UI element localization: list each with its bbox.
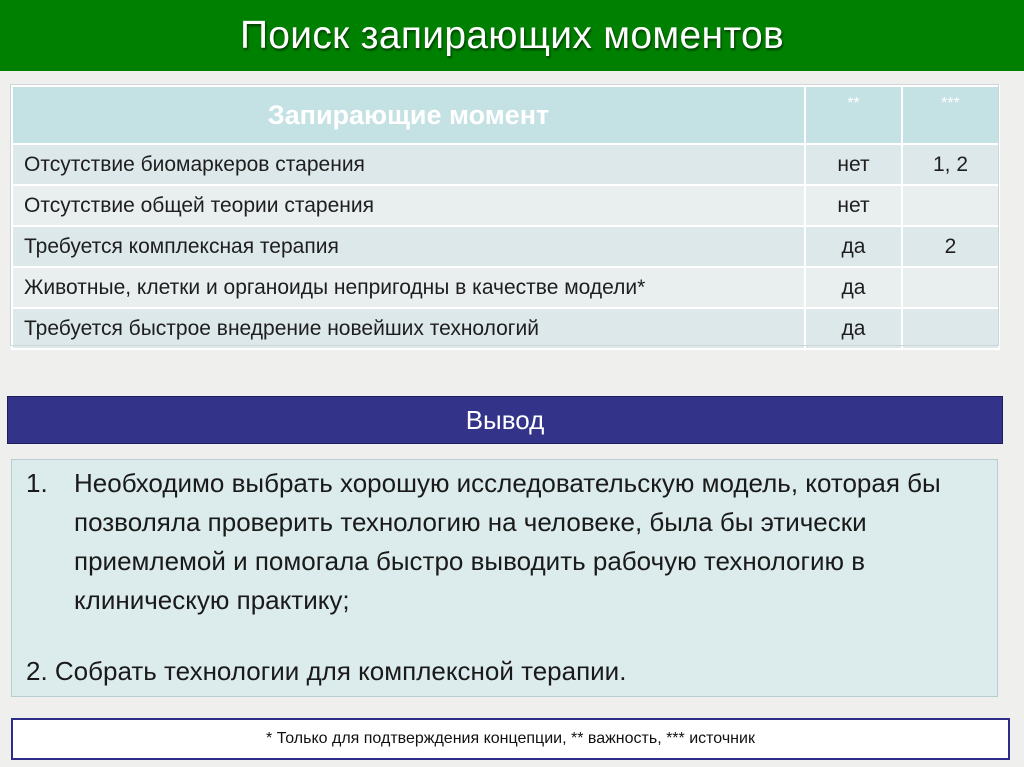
- table-cell-barrier: Отсутствие биомаркеров старения: [12, 144, 805, 185]
- table-cell-importance: да: [805, 267, 902, 308]
- conclusion-header: [7, 396, 1003, 444]
- table-cell-barrier: Животные, клетки и органоиды непригодны в качестве модели*: [12, 267, 805, 308]
- footnote-text: * Только для подтверждения концепции, ** важность, *** источник: [266, 730, 755, 747]
- barriers-table: [11, 85, 1000, 350]
- table-cell-source: [902, 185, 999, 226]
- conclusion-box: [11, 459, 998, 697]
- conclusion-title: Вывод: [465, 404, 545, 435]
- table-cell-importance: нет: [805, 144, 902, 185]
- table-row: [12, 308, 999, 349]
- table-cell-source: 1, 2: [902, 144, 999, 185]
- table-cell-barrier: Требуется комплексная терапия: [12, 226, 805, 267]
- title-bar: [0, 0, 1024, 71]
- table-cell-importance: да: [805, 308, 902, 349]
- conclusion-item-1-number: 1.: [26, 468, 48, 498]
- table-cell-source: 2: [902, 226, 999, 267]
- table-row: [12, 185, 999, 226]
- footnote: [11, 718, 1010, 760]
- table-cell-source: [902, 308, 999, 349]
- table-header-row: [12, 86, 999, 144]
- column-header-source: ***: [902, 86, 999, 144]
- page-title: Поиск запирающих моментов: [239, 13, 785, 57]
- column-header-barrier: Запирающие момент: [12, 86, 805, 144]
- conclusion-item-1: [26, 464, 986, 620]
- column-header-importance: **: [805, 86, 902, 144]
- conclusion-item-2: 2. Собрать технологии для комплексной терапии.: [26, 656, 627, 686]
- table-cell-importance: да: [805, 226, 902, 267]
- table-row: [12, 226, 999, 267]
- conclusion-item-1-text: Необходимо выбрать хорошую исследовательскую модель, которая бы позволяла проверить технологию на человеке, была бы этически приемлемой и помогала быстро выводить рабочую технологию в клиническую практику;: [74, 468, 941, 615]
- table-cell-barrier: Требуется быстрое внедрение новейших технологий: [12, 308, 805, 349]
- table-row: [12, 267, 999, 308]
- table-cell-barrier: Отсутствие общей теории старения: [12, 185, 805, 226]
- table-row: [12, 144, 999, 185]
- table-cell-source: [902, 267, 999, 308]
- table-cell-importance: нет: [805, 185, 902, 226]
